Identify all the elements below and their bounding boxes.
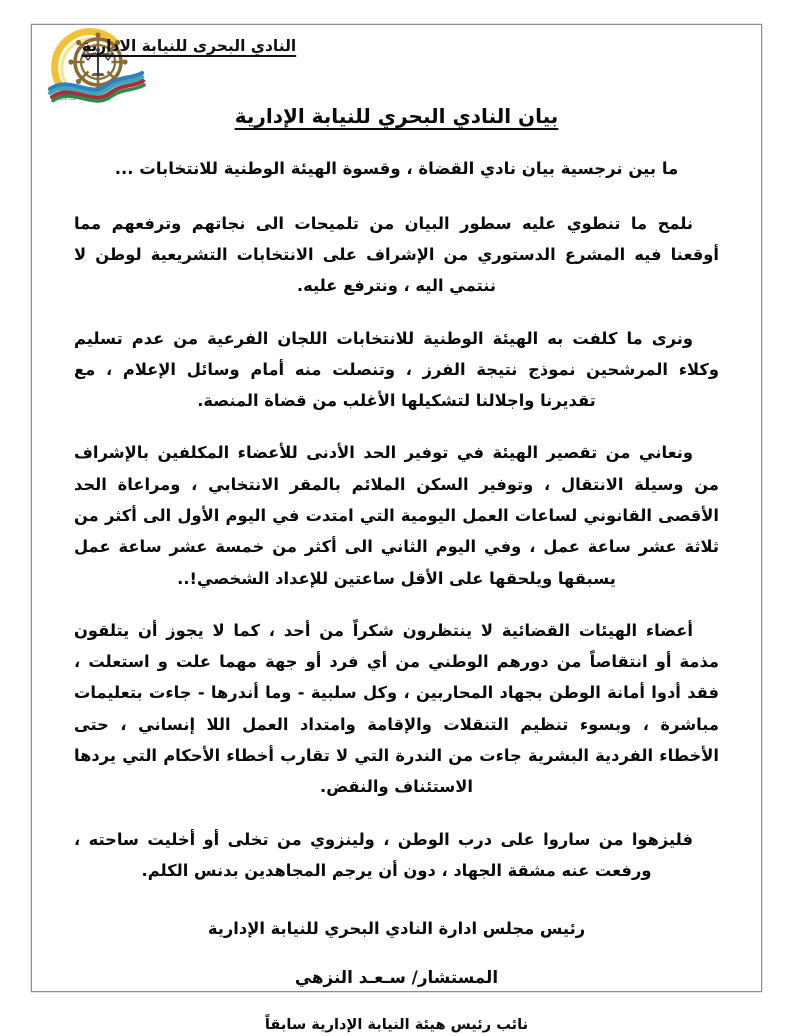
paragraph-3: ونعاني من تقصير الهيئة في توفير الحد الأدنى للأعضاء المكلفين بالإشراف من وسيلة الانتقال ، وتوفير السكن الملائم بالمقر الانتخابي ، ومراعاة الحد الأقصى القانوني لساعات العمل اليومية التي امتدت في اليوم الأول الى أكثر من ثلاثة عشر ساعة عمل ، وفي اليوم الثاني الى أكثر من خمسة عشر ساعة عمل يسبقها ويلحقها على الأقل ساعتين للإعداد الشخصي!.. [74, 443, 719, 588]
svg-text:النادي البحري: النادي البحري [58, 93, 76, 97]
paragraph-2: ونرى ما كلفت به الهيئة الوطنية للانتخابات اللجان الفرعية من عدم تسليم وكلاء المرشحين نموذج نتيجة الفرز ، وتنصلت منه أمام وسائل الإعلام ، مع تقديرنا واجلالنا لتشكيلها الأغلب من قضاة المنصة. [74, 328, 719, 411]
document-body [32, 101, 761, 1036]
signature-name: المستشار/ سـعـد النزهي [294, 967, 499, 988]
document-title: بيان النادي البحري للنيابة الإدارية [234, 104, 559, 128]
paragraph-4: أعضاء الهيئات القضائية لا ينتظرون شكراً من أحد ، كما لا يجوز أن يتلقون مذمة أو انتقاصاً من دورهم الوطني من أي فرد أو جهة مهما علت و استعلت ، فقد أدوا أمانة الوطن بجهاد المحاربين ، وكل سلبية - وما أندرها - جاءت بتعليمات مباشرة ، وبسوء تنظيم التنقلات والإقامة وامتداد العمل اللا إنساني ، حتى الأخطاء الفردية البشرية جاءت من الندرة التي لا تقارب أخطاء الأحكام التي يردها الاستئناف والنقض. [74, 620, 719, 797]
header-organization-title: النادي البحرى للنيابة الادارية [82, 37, 297, 55]
document-header [32, 25, 761, 101]
paragraph-5: فليزهوا من ساروا على درب الوطن ، ولينزوي من تخلى أو أخليت ساحته ، ورفعت عنه مشقة الجهاد ، دون أن يرجم المجاهدين بدنس الكلم. [74, 829, 693, 880]
signature-block [74, 916, 719, 1036]
signature-role-bottom: نائب رئيس هيئة النيابة الإدارية سابقاً [264, 1016, 529, 1034]
paragraph-1: نلمح ما تنطوي عليه سطور البيان من تلميحات الى نجاتهم وترفعهم مما أوقعنا فيه المشرع الدستوري من الإشراف على الانتخابات التشريعية لوطن لا ننتمي اليه ، ونترفع عليه. [74, 213, 719, 296]
svg-text:للنيابة الادارية: للنيابة الادارية [58, 97, 76, 101]
document-subtitle: ما بين نرجسية بيان نادي القضاة ، وقسوة الهيئة الوطنية للانتخابات ... [114, 159, 679, 178]
document-page [31, 24, 762, 1034]
signature-role-top: رئيس مجلس ادارة النادي البحري للنيابة الإدارية [207, 919, 586, 939]
